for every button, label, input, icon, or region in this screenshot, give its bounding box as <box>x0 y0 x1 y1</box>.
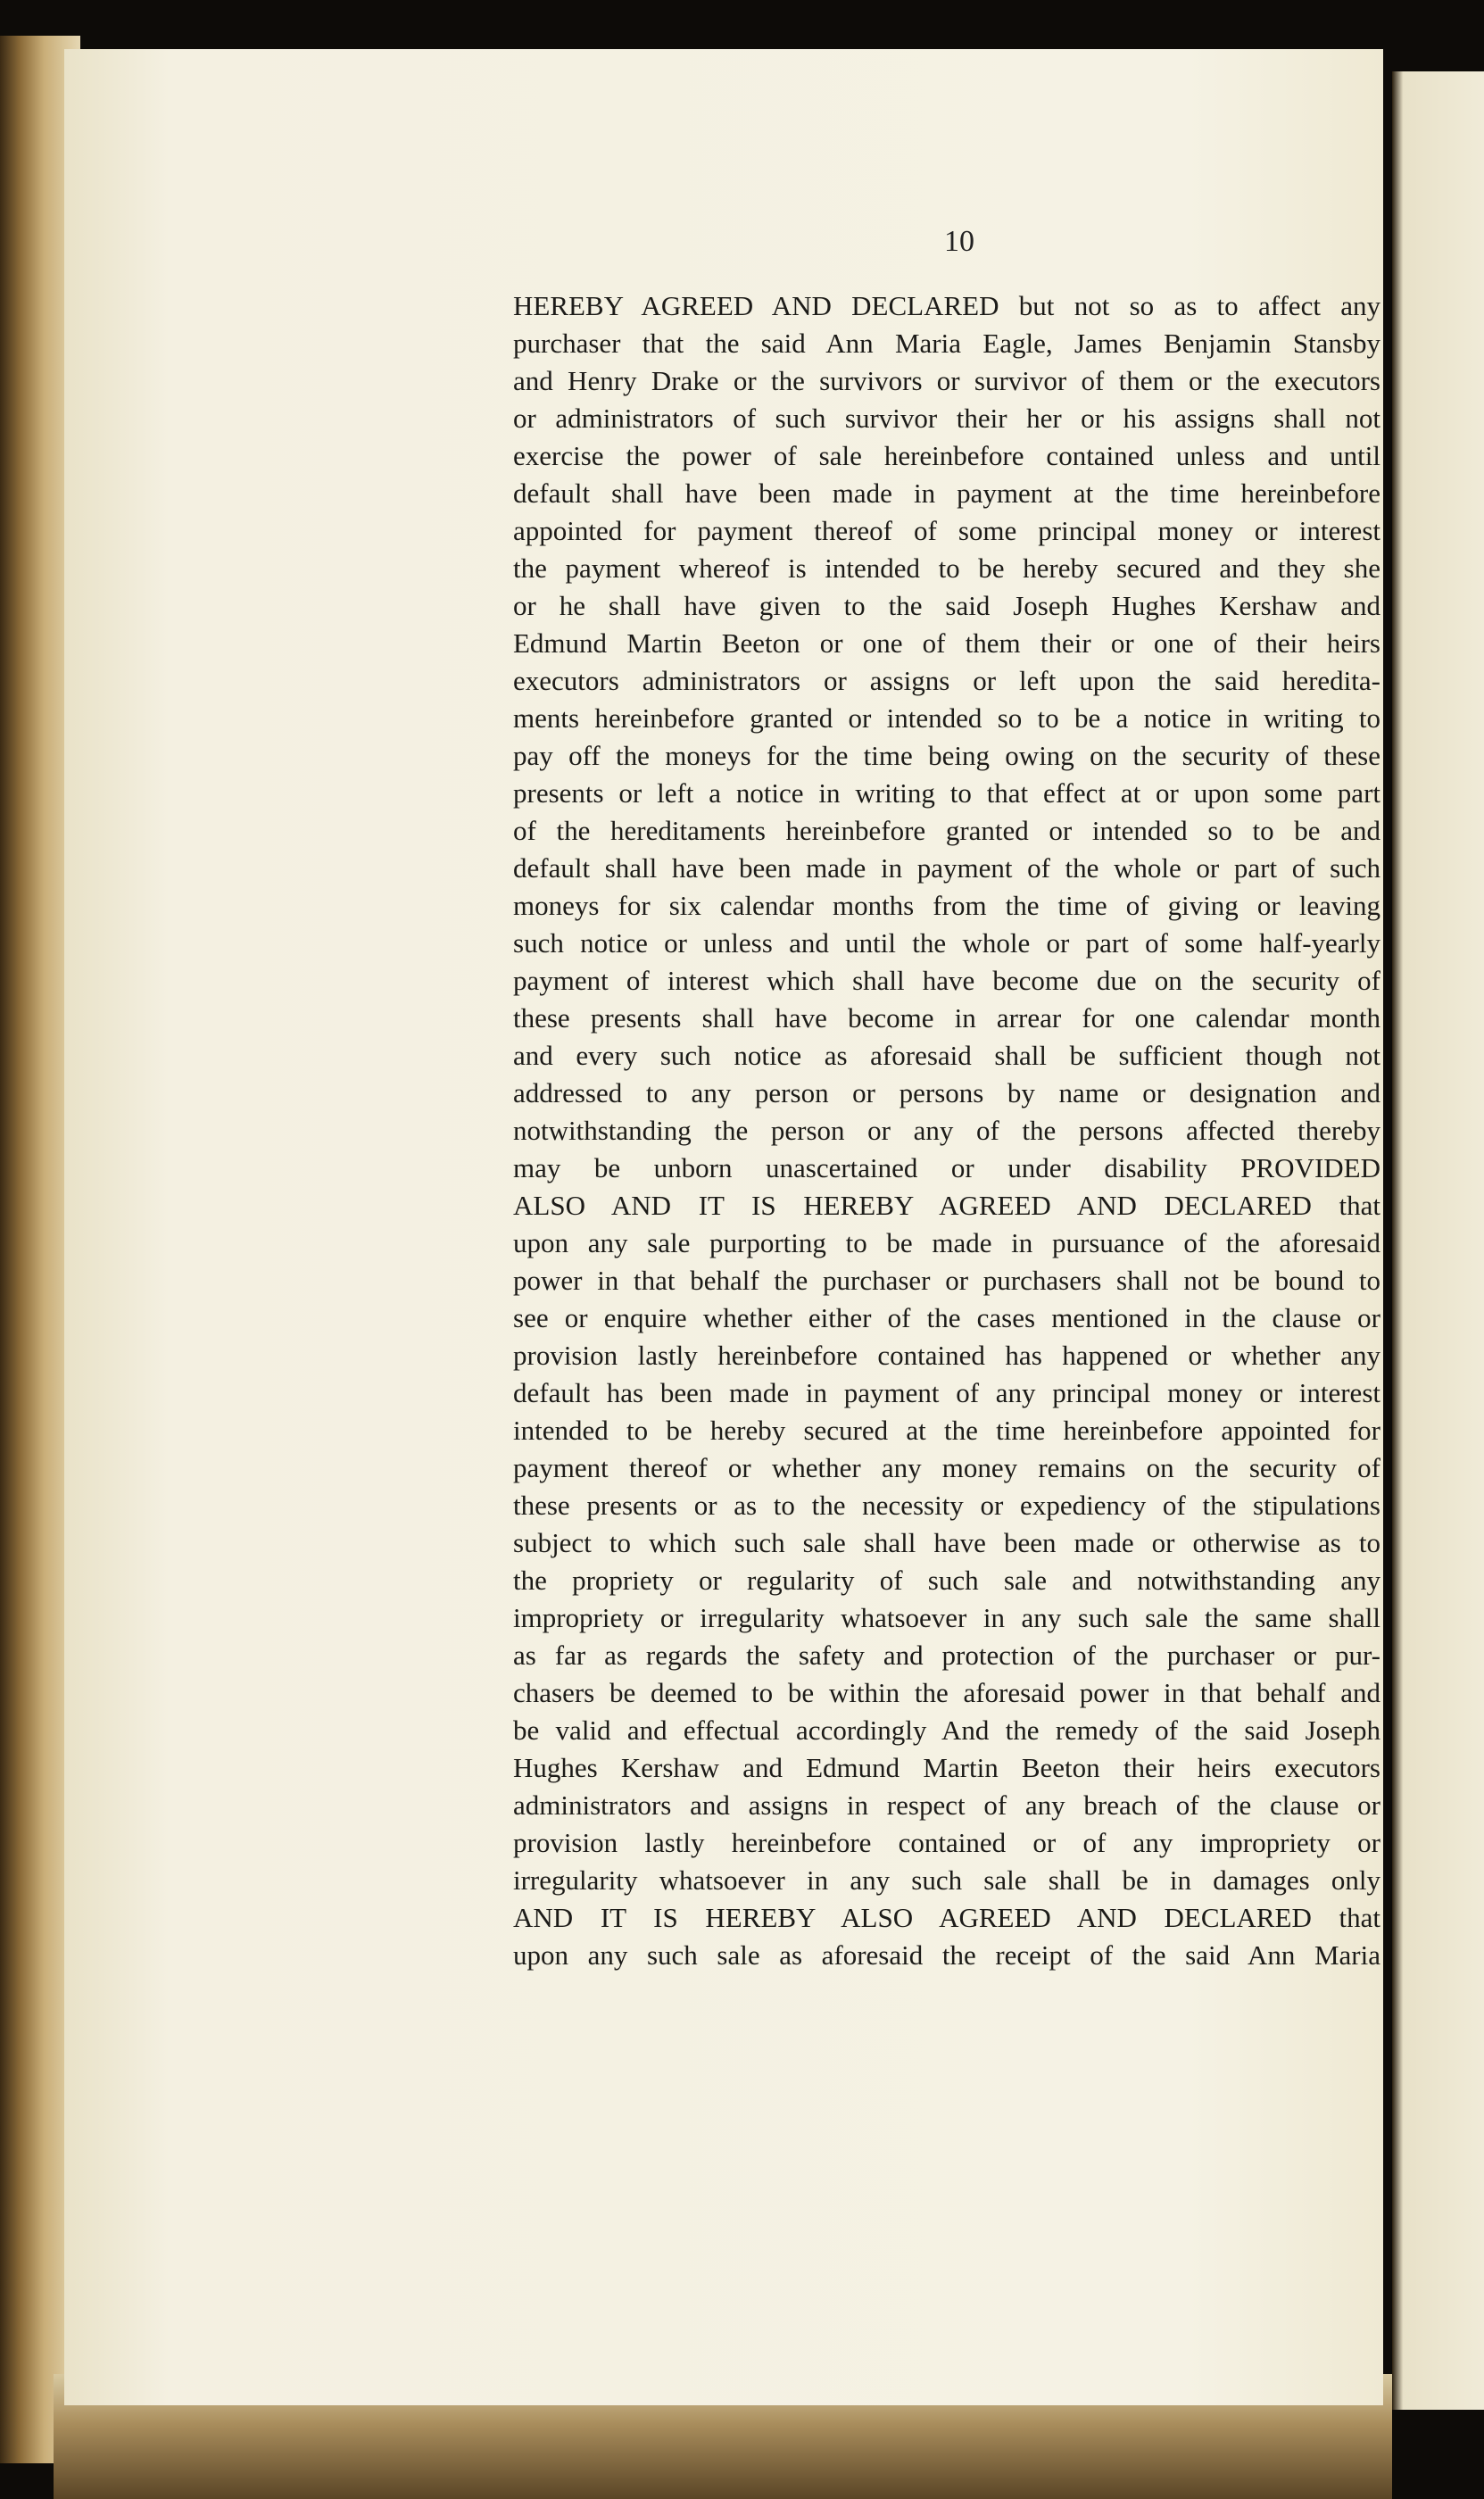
text-line: default shall have been made in payment at the time hereinbefore <box>513 477 1380 509</box>
text-line: AND IT IS HEREBY ALSO AGREED AND DECLARED that <box>513 1902 1380 1933</box>
adjacent-page-edge <box>1392 71 1484 2410</box>
text-line: administrators and assigns in respect of any breach of the clause or <box>513 1789 1380 1821</box>
text-line: of the hereditaments hereinbefore granted or intended so to be and <box>513 815 1380 846</box>
text-line: and Henry Drake or the survivors or survivor of them or the executors <box>513 365 1380 396</box>
text-line: may be unborn unascertained or under disability PROVIDED <box>513 1152 1380 1183</box>
text-line: or he shall have given to the said Joseph Hughes Kershaw and <box>513 590 1380 621</box>
page-number: 10 <box>944 225 974 258</box>
text-line: be valid and effectual accordingly And the remedy of the said Joseph <box>513 1714 1380 1746</box>
text-line: default shall have been made in payment of the whole or part of such <box>513 852 1380 884</box>
text-line: ALSO AND IT IS HEREBY AGREED AND DECLARED that <box>513 1190 1380 1221</box>
text-line: impropriety or irregularity whatsoever in any such sale the same shall <box>513 1602 1380 1633</box>
text-line: or administrators of such survivor their her or his assigns shall not <box>513 403 1380 434</box>
text-line: notwithstanding the person or any of the persons affected thereby <box>513 1115 1380 1146</box>
text-line: these presents or as to the necessity or expediency of the stipulations <box>513 1490 1380 1521</box>
text-line: such notice or unless and until the whole or part of some half-yearly <box>513 927 1380 959</box>
body-text <box>513 287 1380 1974</box>
text-line: Edmund Martin Beeton or one of them their or one of their heirs <box>513 627 1380 659</box>
text-line: upon any sale purporting to be made in pursuance of the aforesaid <box>513 1227 1380 1258</box>
text-line: subject to which such sale shall have been made or otherwise as to <box>513 1527 1380 1558</box>
text-line: moneys for six calendar months from the time of giving or leaving <box>513 890 1380 921</box>
text-line: power in that behalf the purchaser or purchasers shall not be bound to <box>513 1265 1380 1296</box>
text-line: executors administrators or assigns or left upon the said heredita- <box>513 665 1380 696</box>
text-line: chasers be deemed to be within the aforesaid power in that behalf and <box>513 1677 1380 1708</box>
text-line: and every such notice as aforesaid shall be sufficient though not <box>513 1040 1380 1071</box>
text-line: the payment whereof is intended to be hereby secured and they she <box>513 552 1380 584</box>
text-line: see or enquire whether either of the cases mentioned in the clause or <box>513 1302 1380 1333</box>
text-line: ments hereinbefore granted or intended so to be a notice in writing to <box>513 702 1380 734</box>
text-line: irregularity whatsoever in any such sale shall be in damages only <box>513 1864 1380 1896</box>
text-line: as far as regards the safety and protection of the purchaser or pur- <box>513 1640 1380 1671</box>
text-line: the propriety or regularity of such sale and notwithstanding any <box>513 1565 1380 1596</box>
text-line: payment of interest which shall have become due on the security of <box>513 965 1380 996</box>
text-line: upon any such sale as aforesaid the receipt of the said Ann Maria <box>513 1939 1380 1971</box>
text-line: HEREBY AGREED AND DECLARED but not so as to affect any <box>513 290 1380 321</box>
text-line: payment thereof or whether any money remains on the security of <box>513 1452 1380 1483</box>
text-line: Hughes Kershaw and Edmund Martin Beeton their heirs executors <box>513 1752 1380 1783</box>
text-line: exercise the power of sale hereinbefore contained unless and until <box>513 440 1380 471</box>
text-line: default has been made in payment of any principal money or interest <box>513 1377 1380 1408</box>
text-line: presents or left a notice in writing to that effect at or upon some part <box>513 777 1380 809</box>
text-line: addressed to any person or persons by name or designation and <box>513 1077 1380 1108</box>
text-line: intended to be hereby secured at the time hereinbefore appointed for <box>513 1415 1380 1446</box>
text-line: pay off the moneys for the time being owing on the security of these <box>513 740 1380 771</box>
text-line: provision lastly hereinbefore contained has happened or whether any <box>513 1340 1380 1371</box>
text-line: these presents shall have become in arrear for one calendar month <box>513 1002 1380 1034</box>
text-line: provision lastly hereinbefore contained or of any impropriety or <box>513 1827 1380 1858</box>
text-line: appointed for payment thereof of some principal money or interest <box>513 515 1380 546</box>
text-line: purchaser that the said Ann Maria Eagle, James Benjamin Stansby <box>513 328 1380 359</box>
